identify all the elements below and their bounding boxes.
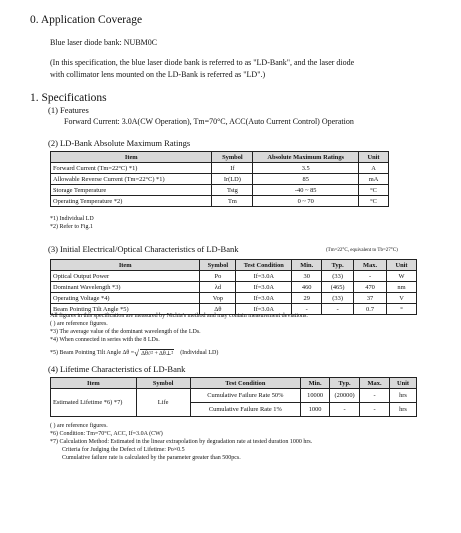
table-cell: Tm <box>212 196 253 207</box>
table-cell: Cumulative Failure Rate 50% <box>190 389 301 403</box>
table-cell: 3.5 <box>253 163 359 174</box>
table-row <box>51 196 389 207</box>
col-header: Unit <box>390 378 417 389</box>
table-cell: 30 <box>292 271 322 282</box>
table-cell: (33) <box>322 293 354 304</box>
table-cell: Estimated Lifetime *6) *7) <box>51 389 137 417</box>
table-cell: 470 <box>354 282 387 293</box>
initial-note: All figures in this specification are measured by Nichia's method and may contain measurement deviations. <box>50 313 308 319</box>
table-cell: 1000 <box>301 403 330 417</box>
description-line-2: with collimator lens mounted on the LD-Bank is referred as "LD".) <box>50 70 266 79</box>
initial-condition-note: (Tm=22°C, equivalent to Tb=27°C) <box>326 248 398 253</box>
table-cell: nm <box>387 282 417 293</box>
sqrt-icon: √ <box>134 348 140 358</box>
table-cell: mA <box>359 174 389 185</box>
col-header: Test Condition <box>190 378 301 389</box>
formula-prefix: *5) Beam Pointing Tilt Angle Δθ = <box>50 350 135 356</box>
table-cell: If=3.0A <box>236 271 292 282</box>
col-header: Max. <box>354 260 387 271</box>
table-cell: (465) <box>322 282 354 293</box>
col-header: Test Condition <box>236 260 292 271</box>
table-row <box>51 282 417 293</box>
table-cell: A <box>359 163 389 174</box>
table-header-row <box>51 260 417 271</box>
table-cell: 85 <box>253 174 359 185</box>
table-cell: λd <box>200 282 236 293</box>
features-text: Forward Current: 3.0A(CW Operation), Tm=70°C, ACC(Auto Current Control) Operation <box>64 117 354 126</box>
formula-radicand: Δθ//² + Δθ⊥² <box>141 351 174 357</box>
table-row <box>51 163 389 174</box>
col-header: Item <box>51 378 137 389</box>
table-cell: Allowable Reverse Current (Tm=22°C) *1) <box>51 174 212 185</box>
table-cell: Dominant Wavelength *3) <box>51 282 200 293</box>
table-header-row <box>51 152 389 163</box>
table-cell: - <box>330 403 360 417</box>
lifetime-title: (4) Lifetime Characteristics of LD-Bank <box>48 364 186 374</box>
lifetime-note: ( ) are reference figures. <box>50 423 108 429</box>
lifetime-note: Criteria for Judging the Defect of Lifetime: Po×0.5 <box>62 447 185 453</box>
table-cell: Po <box>200 271 236 282</box>
beam-tilt-formula-note <box>50 349 218 357</box>
col-header: Symbol <box>200 260 236 271</box>
initial-characteristics-title: (3) Initial Electrical/Optical Characteristics of LD-Bank <box>48 244 239 254</box>
table-cell: - <box>292 304 322 315</box>
col-header: Item <box>51 260 200 271</box>
table-cell: (20000) <box>330 389 360 403</box>
description-line-1: (In this specification, the blue laser diode bank is referred to as "LD-Bank", and the laser diode <box>50 58 355 67</box>
table-cell: If <box>212 163 253 174</box>
table-cell: - <box>360 389 390 403</box>
table-cell: - <box>322 304 354 315</box>
table-row <box>51 389 417 403</box>
section-0-heading: 0. Application Coverage <box>30 14 143 26</box>
table-cell: V <box>387 293 417 304</box>
table-cell: If=3.0A <box>236 293 292 304</box>
initial-note: *3) The average value of the dominant wavelength of the LDs. <box>50 329 201 335</box>
table-row <box>51 293 417 304</box>
initial-note: *4) When connected in series with the 8 LDs. <box>50 337 160 343</box>
table-cell: 37 <box>354 293 387 304</box>
lifetime-note: Cumulative failure rate is calculated by the parameter greater than 500pcs. <box>62 455 241 461</box>
features-heading: (1) Features <box>48 105 89 115</box>
abs-note: *2) Refer to Fig.1 <box>50 224 93 230</box>
section-1-heading: 1. Specifications <box>30 92 107 104</box>
abs-note: *1) Individual LD <box>50 216 94 222</box>
lifetime-table <box>50 377 417 417</box>
product-name: Blue laser diode bank: NUBM0C <box>50 38 158 47</box>
table-cell: Ir(LD) <box>212 174 253 185</box>
initial-note: ( ) are reference figures. <box>50 321 108 327</box>
table-cell: Tstg <box>212 185 253 196</box>
table-header-row <box>51 378 417 389</box>
table-cell: Operating Voltage *4) <box>51 293 200 304</box>
table-row <box>51 185 389 196</box>
table-cell: 29 <box>292 293 322 304</box>
table-cell: Forward Current (Tm=22°C) *1) <box>51 163 212 174</box>
formula-suffix: (Individual LD) <box>180 350 219 356</box>
col-header: Item <box>51 152 212 163</box>
table-cell: 0.7 <box>354 304 387 315</box>
table-cell: If=3.0A <box>236 282 292 293</box>
table-row <box>51 271 417 282</box>
table-cell: (33) <box>322 271 354 282</box>
table-cell: - <box>354 271 387 282</box>
col-header: Typ. <box>322 260 354 271</box>
table-cell: ° <box>387 304 417 315</box>
table-cell: hrs <box>390 403 417 417</box>
table-cell: °C <box>359 196 389 207</box>
table-cell: 10000 <box>301 389 330 403</box>
table-cell: Optical Output Power <box>51 271 200 282</box>
table-row <box>51 174 389 185</box>
table-cell: Life <box>136 389 190 417</box>
table-cell: If=3.0A <box>236 304 292 315</box>
table-cell: 460 <box>292 282 322 293</box>
table-cell: -40 ~ 85 <box>253 185 359 196</box>
table-cell: Operating Temperature *2) <box>51 196 212 207</box>
col-header: Absolute Maximum Ratings <box>253 152 359 163</box>
initial-characteristics-table <box>50 259 417 315</box>
table-cell: hrs <box>390 389 417 403</box>
col-header: Min. <box>301 378 330 389</box>
col-header: Unit <box>359 152 389 163</box>
table-cell: W <box>387 271 417 282</box>
col-header: Max. <box>360 378 390 389</box>
col-header: Typ. <box>330 378 360 389</box>
lifetime-note: *7) Calculation Method: Estimated in the linear extrapolation by degradation rate at tested duration 1000 hrs. <box>50 439 313 445</box>
table-cell: Δθ <box>200 304 236 315</box>
table-cell: - <box>360 403 390 417</box>
table-cell: Storage Temperature <box>51 185 212 196</box>
abs-ratings-title: (2) LD-Bank Absolute Maximum Ratings <box>48 138 191 148</box>
col-header: Symbol <box>136 378 190 389</box>
col-header: Symbol <box>212 152 253 163</box>
col-header: Unit <box>387 260 417 271</box>
table-cell: Beam Pointing Tilt Angle *5) <box>51 304 200 315</box>
table-cell: 0 ~ 70 <box>253 196 359 207</box>
col-header: Min. <box>292 260 322 271</box>
table-cell: °C <box>359 185 389 196</box>
table-cell: Vop <box>200 293 236 304</box>
abs-ratings-table <box>50 151 389 207</box>
table-cell: Cumulative Failure Rate 1% <box>190 403 301 417</box>
lifetime-note: *6) Condition: Tm=70°C, ACC, If=3.0A (CW) <box>50 431 163 437</box>
